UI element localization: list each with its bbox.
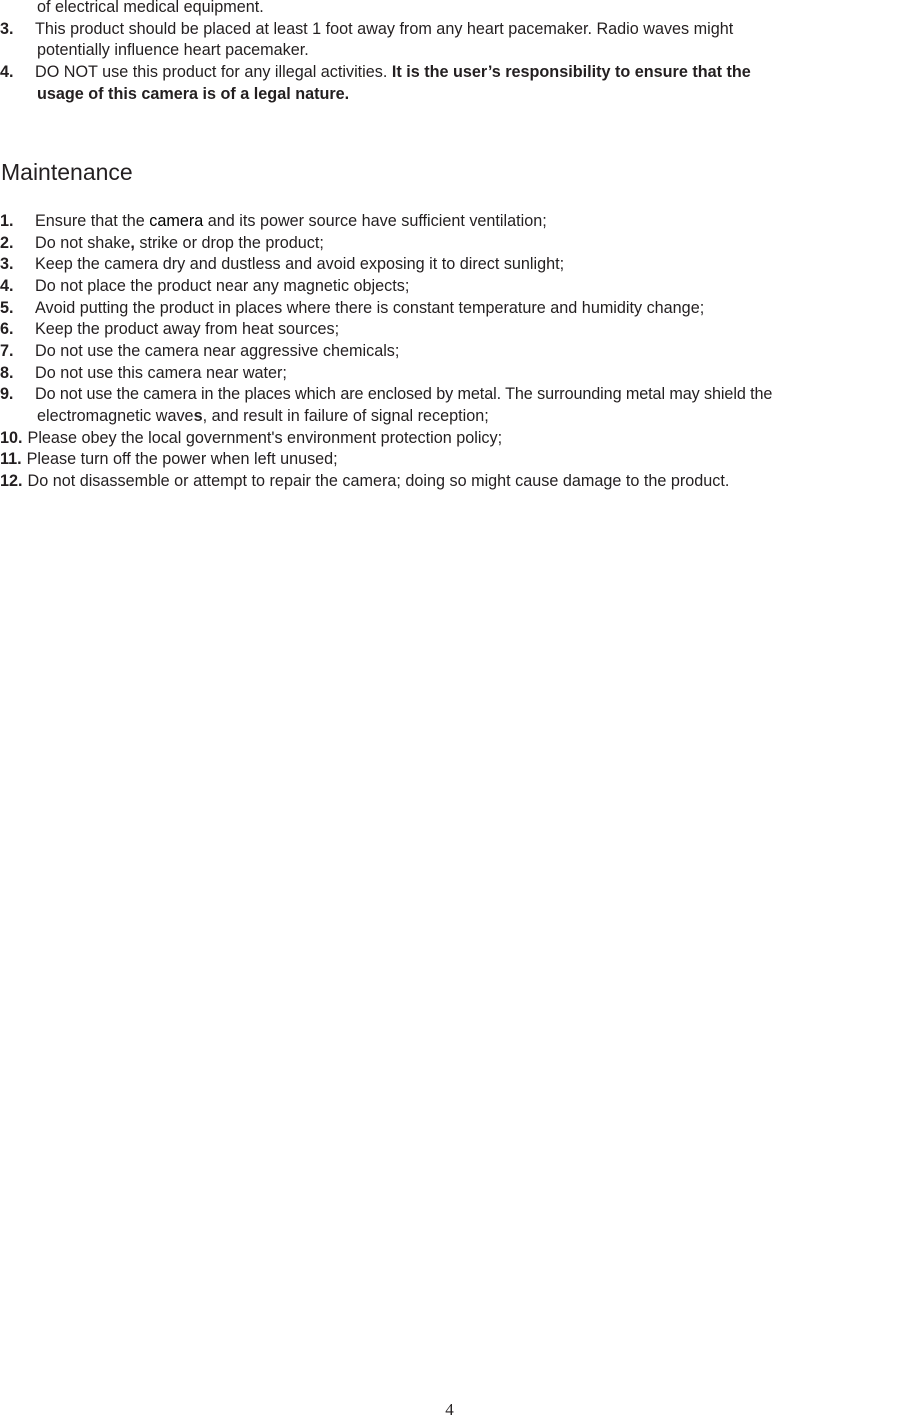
safety-item-number: 4. — [0, 63, 14, 81]
safety-carryover-line: of electrical medical equipment. — [37, 0, 264, 16]
maintenance-item-number: 10. — [0, 429, 23, 447]
maintenance-item-text: Keep the product away from heat sources; — [35, 320, 340, 338]
maintenance-item-text: Please turn off the power when left unused; — [26, 450, 338, 468]
maintenance-item-3 — [0, 254, 564, 276]
maintenance-item-text: , and result in failure of signal reception; — [202, 407, 489, 425]
maintenance-item-number: 5. — [0, 299, 14, 317]
maintenance-item-text: electromagnetic wave — [37, 407, 194, 425]
maintenance-item-text: Do not use the camera near aggressive chemicals; — [35, 342, 400, 360]
maintenance-heading: Maintenance — [1, 159, 133, 185]
maintenance-item-9 — [0, 384, 772, 406]
maintenance-item-number: 7. — [0, 342, 14, 360]
maintenance-item-text: Keep the camera dry and dustless and avoid exposing it to direct sunlight; — [35, 255, 565, 273]
maintenance-item-number: 6. — [0, 320, 14, 338]
maintenance-item-text-bold: , — [130, 234, 135, 252]
safety-item-4-continuation: usage of this camera is of a legal nature. — [37, 85, 350, 103]
maintenance-item-text-bold: s — [193, 407, 203, 425]
maintenance-item-text: Do not use the camera in the places which are enclosed by metal. The surrounding metal may shield the — [35, 385, 773, 403]
maintenance-item-8 — [0, 363, 287, 385]
maintenance-item-number: 12. — [0, 472, 23, 490]
maintenance-item-text: Ensure that the — [35, 212, 150, 230]
maintenance-item-number: 9. — [0, 385, 14, 403]
maintenance-item-number: 8. — [0, 364, 14, 382]
maintenance-item-5 — [0, 298, 704, 320]
maintenance-item-9-continuation — [37, 406, 489, 428]
maintenance-item-4 — [0, 276, 409, 298]
maintenance-item-number: 3. — [0, 255, 14, 273]
maintenance-item-7 — [0, 341, 399, 363]
safety-item-text: DO NOT use this product for any illegal activities. — [35, 63, 392, 81]
safety-item-4 — [0, 62, 751, 84]
maintenance-item-text: strike or drop the product; — [134, 234, 324, 252]
maintenance-item-12 — [0, 471, 729, 493]
safety-item-warning: It is the user’s responsibility to ensure that the — [391, 63, 751, 81]
maintenance-item-number: 1. — [0, 212, 14, 230]
maintenance-item-text-camera: camera — [149, 212, 204, 230]
maintenance-item-text: Do not use this camera near water; — [35, 364, 287, 382]
safety-item-3 — [0, 19, 733, 41]
maintenance-item-number: 4. — [0, 277, 14, 295]
maintenance-item-text: Do not shake — [35, 234, 131, 252]
maintenance-item-6 — [0, 319, 339, 341]
maintenance-item-text: Please obey the local government's environment protection policy; — [27, 429, 503, 447]
safety-item-text: This product should be placed at least 1 foot away from any heart pacemaker. Radio waves might — [35, 20, 734, 38]
safety-item-3-continuation: potentially influence heart pacemaker. — [37, 41, 309, 59]
maintenance-item-text: Do not place the product near any magnetic objects; — [35, 277, 410, 295]
maintenance-item-text: Do not disassemble or attempt to repair the camera; doing so might cause damage to the product. — [27, 472, 730, 490]
maintenance-item-number: 2. — [0, 234, 14, 252]
maintenance-item-number: 11. — [0, 450, 22, 468]
maintenance-item-2 — [0, 233, 324, 255]
maintenance-item-10 — [0, 428, 502, 450]
maintenance-item-text: Avoid putting the product in places where there is constant temperature and humidity change; — [35, 299, 705, 317]
page-number: 4 — [445, 1400, 454, 1419]
maintenance-item-text: and its power source have sufficient ventilation; — [203, 212, 547, 230]
maintenance-item-11 — [0, 449, 338, 471]
maintenance-item-1 — [0, 211, 547, 233]
safety-item-number: 3. — [0, 20, 14, 38]
